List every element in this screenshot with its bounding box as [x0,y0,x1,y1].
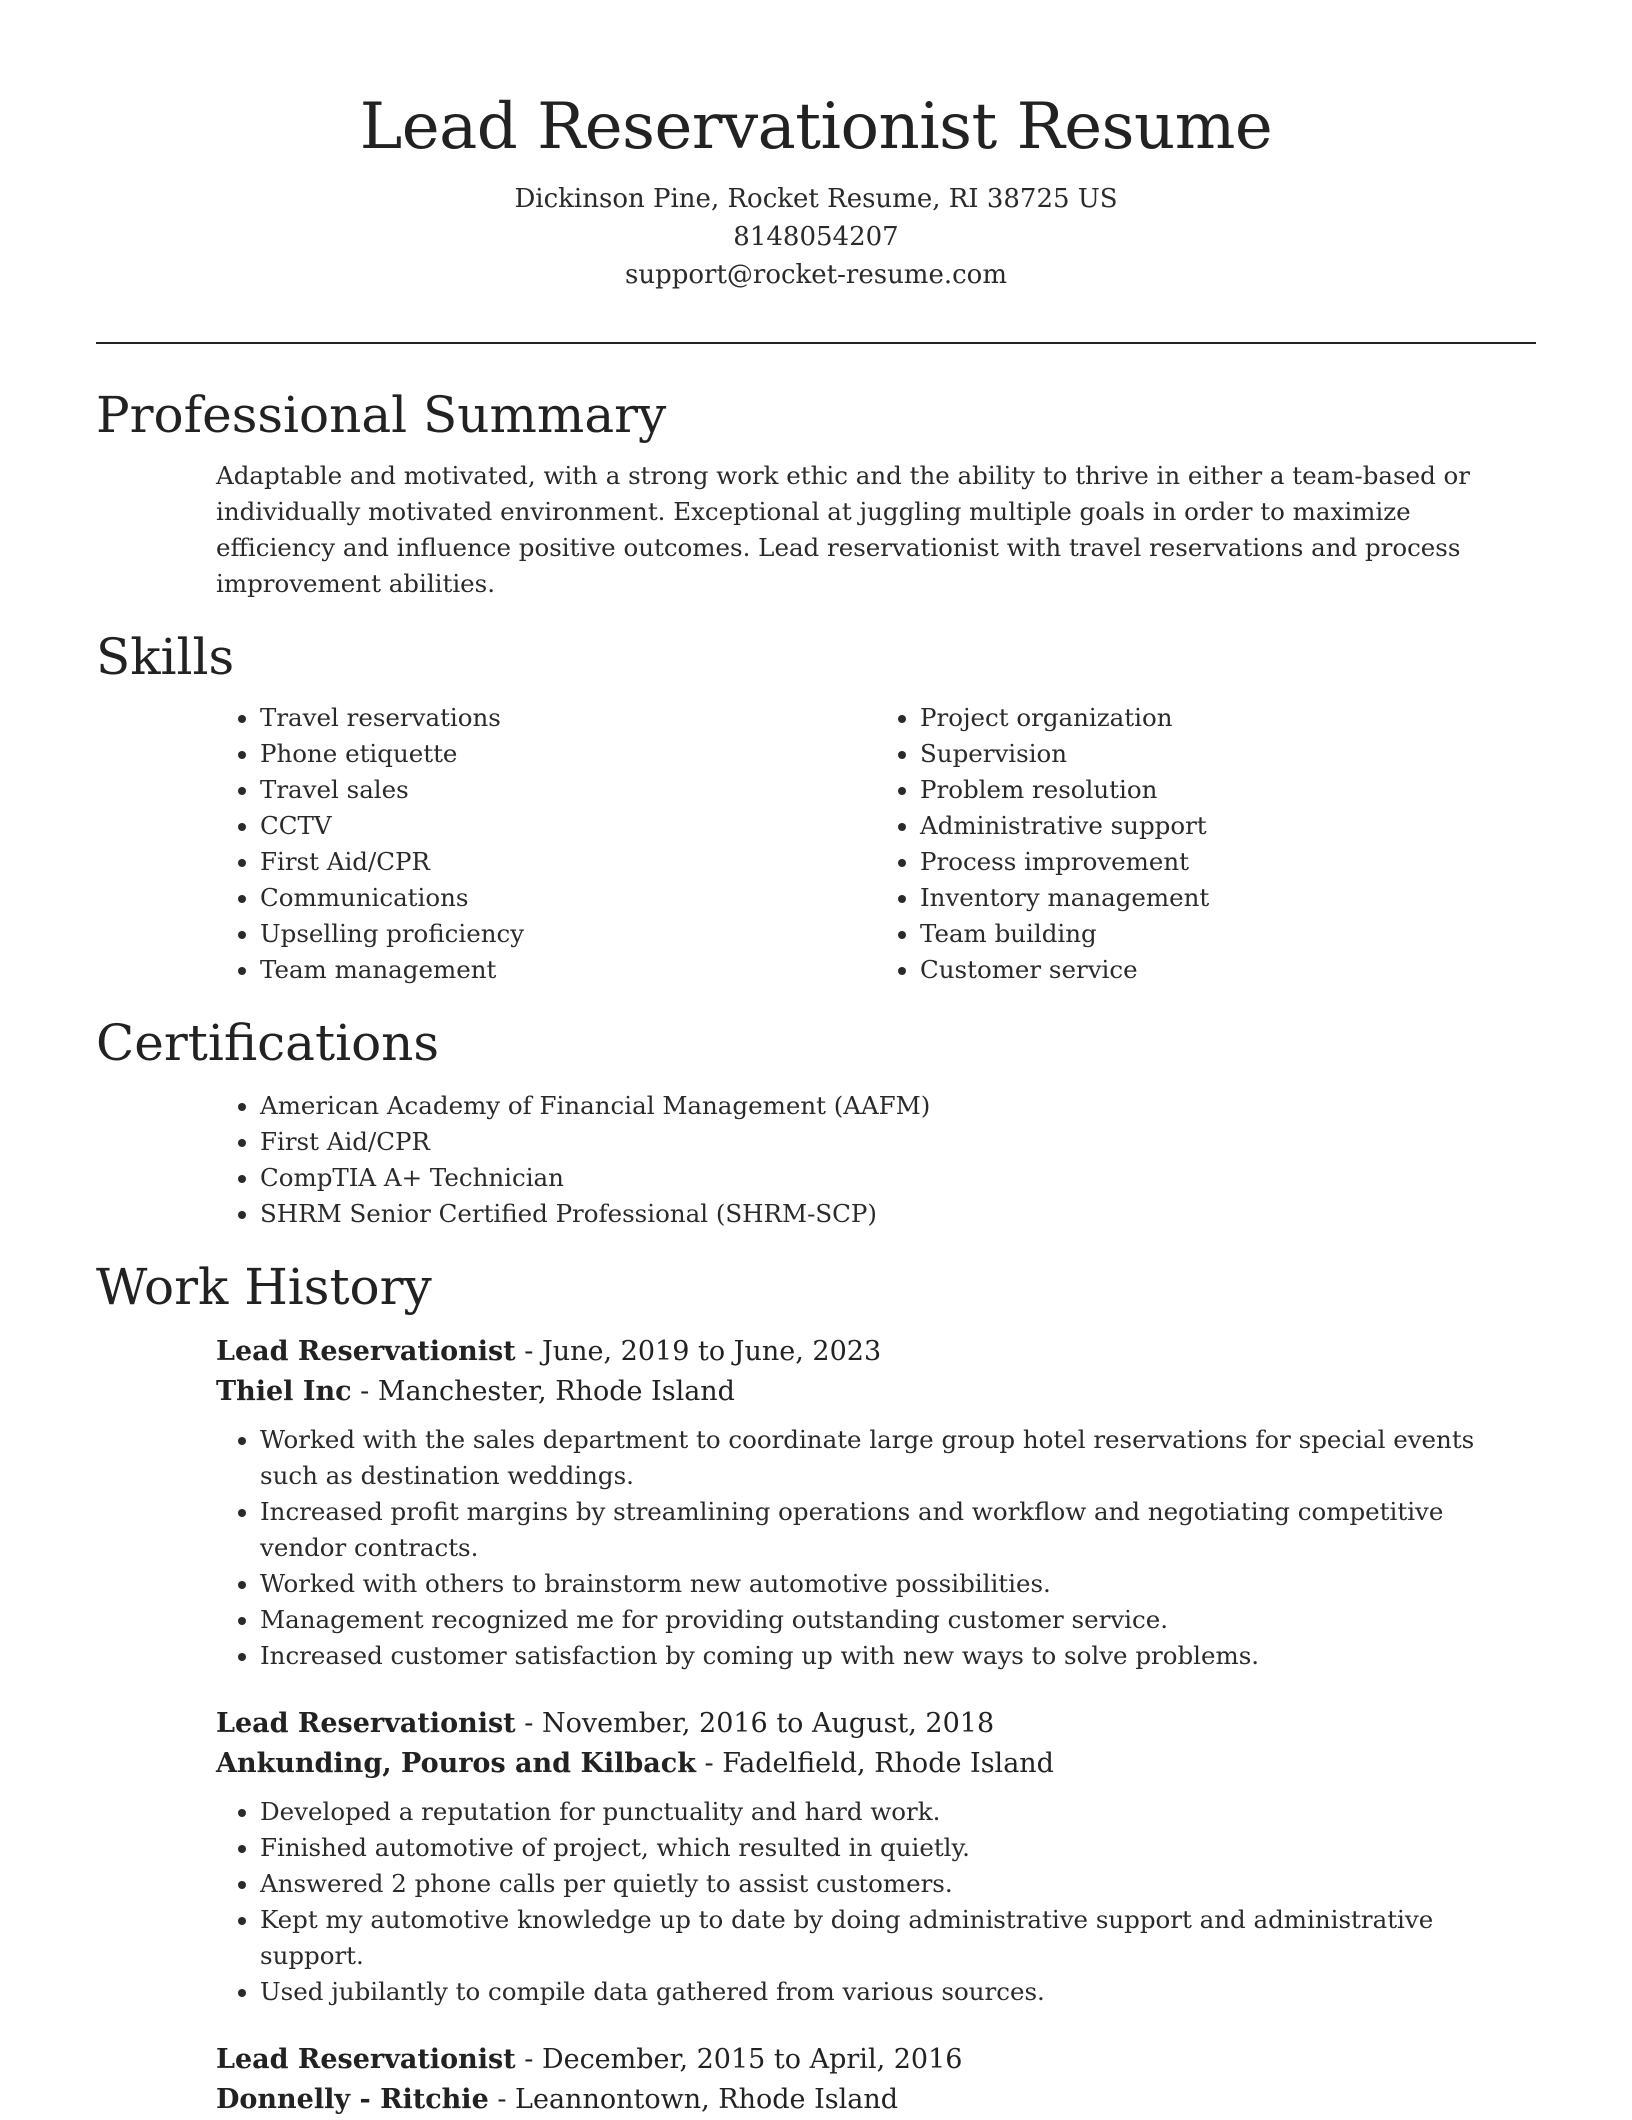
skill-item: • Inventory management [920,880,1536,916]
resume-header [0,0,1632,294]
job-bullet: • Management recognized me for providing outstanding customer service. [260,1602,1536,1638]
contact-email: support@rocket-resume.com [624,260,1007,290]
skill-item: • Supervision [920,736,1536,772]
job-company-line: Ankunding, Pouros and Kilback - Fadelfield, Rhode Island [216,1748,1054,1779]
summary-heading: Professional Summary [96,386,667,444]
summary-text: Adaptable and motivated, with a strong work ethic and the ability to thrive in either a team-based or individually motivated environment. Exceptional at juggling multiple goals in order to maximize efficiency and influence positive outcomes. Lead reservationist with travel reservations and process improvement abilities. [216,461,1471,598]
skill-item: • Customer service [920,952,1536,988]
skills-left-list [216,700,876,988]
job-bullet: • Developed a reputation for punctuality and hard work. [260,1794,1536,1830]
job-bullet: • Worked with others to brainstorm new automotive possibilities. [260,1566,1536,1602]
job-bullets [216,1794,1536,2010]
job-entry [216,1332,1536,1674]
job-bullets [216,1422,1536,1674]
skill-item: • Travel reservations [260,700,876,736]
skill-item: • First Aid/CPR [260,844,876,880]
contact-phone: 8148054207 [733,222,899,252]
skill-item: • CCTV [260,808,876,844]
skill-item: • Process improvement [920,844,1536,880]
contact-address: Dickinson Pine, Rocket Resume, RI 38725 US [514,184,1118,214]
skill-item: • Communications [260,880,876,916]
skill-item: • Upselling proficiency [260,916,876,952]
certifications-heading: Certifications [96,1014,440,1072]
job-company: Donnelly - Ritchie [216,2084,489,2115]
certification-item: • SHRM Senior Certified Professional (SHRM-SCP) [260,1196,1536,1232]
job-bullet: • Finished automotive of project, which resulted in quietly. [260,1830,1536,1866]
resume-body [96,380,1536,2120]
certifications-list [216,1088,1536,1232]
job-title: Lead Reservationist [216,1708,516,1739]
skills-heading: Skills [96,628,235,686]
skills-columns [216,700,1536,988]
job-dates: June, 2019 to June, 2023 [541,1336,882,1367]
header-divider [96,342,1536,344]
job-bullet: • Kept my automotive knowledge up to date by doing administrative support and administrative support. [260,1902,1536,1974]
certification-item: • CompTIA A+ Technician [260,1160,1536,1196]
skill-item: • Team building [920,916,1536,952]
job-title: Lead Reservationist [216,1336,516,1367]
skill-item: • Administrative support [920,808,1536,844]
job-location: Manchester, Rhode Island [377,1376,735,1407]
job-company-line: Thiel Inc - Manchester, Rhode Island [216,1376,735,1407]
job-entry [216,1704,1536,2010]
skills-right-list [876,700,1536,988]
job-location: Leannontown, Rhode Island [515,2084,898,2115]
skill-item: • Problem resolution [920,772,1536,808]
job-bullet: • Increased profit margins by streamlining operations and workflow and negotiating competitive vendor contracts. [260,1494,1536,1566]
job-company: Ankunding, Pouros and Kilback [216,1748,696,1779]
job-location: Fadelfield, Rhode Island [722,1748,1054,1779]
certification-item: • First Aid/CPR [260,1124,1536,1160]
certification-item: • American Academy of Financial Management (AAFM) [260,1088,1536,1124]
certifications-block [216,1088,1536,1232]
skill-item: • Project organization [920,700,1536,736]
job-company: Thiel Inc [216,1376,352,1407]
resume-title: Lead Reservationist Resume [359,90,1273,164]
job-title-line: Lead Reservationist - November, 2016 to August, 2018 [216,1708,995,1739]
skill-item: • Phone etiquette [260,736,876,772]
job-title-line: Lead Reservationist - June, 2019 to June, 2023 [216,1336,882,1367]
job-title-line: Lead Reservationist - December, 2015 to April, 2016 [216,2044,963,2075]
job-bullet: • Increased customer satisfaction by coming up with new ways to solve problems. [260,1638,1536,1674]
job-bullet: • Used jubilantly to compile data gathered from various sources. [260,1974,1536,2010]
skill-item: • Travel sales [260,772,876,808]
job-dates: November, 2016 to August, 2018 [541,1708,995,1739]
work-history-heading: Work History [96,1258,432,1316]
contact-block [0,180,1632,294]
job-bullet: • Worked with the sales department to coordinate large group hotel reservations for special events such as destination weddings. [260,1422,1536,1494]
job-bullet: • Answered 2 phone calls per quietly to assist customers. [260,1866,1536,1902]
job-dates: December, 2015 to April, 2016 [541,2044,963,2075]
job-title: Lead Reservationist [216,2044,516,2075]
skill-item: • Team management [260,952,876,988]
job-entry [216,2040,1536,2120]
job-company-line: Donnelly - Ritchie - Leannontown, Rhode Island [216,2084,898,2115]
